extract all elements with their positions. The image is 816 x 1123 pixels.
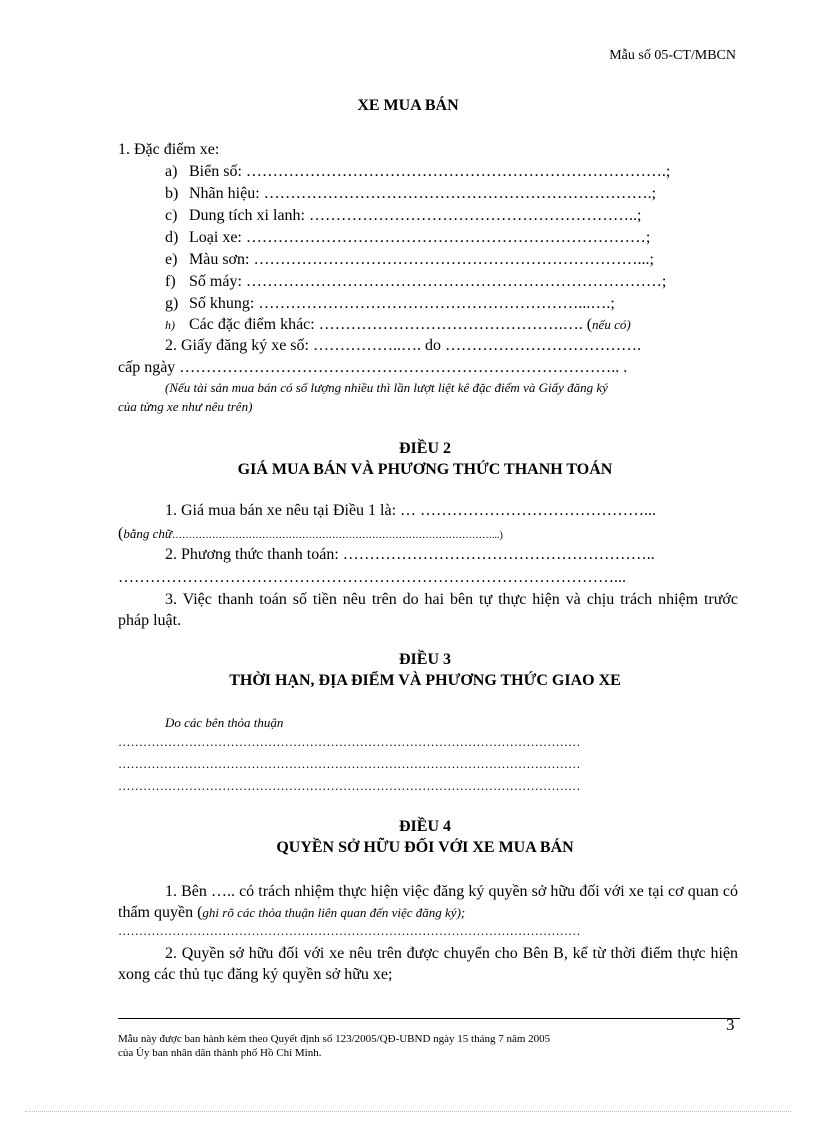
footer-note-line2: của Ủy ban nhân dân thành phố Hồ Chí Minh. xyxy=(118,1047,322,1059)
vehicle-note-line2: của từng xe như nêu trên) xyxy=(118,399,253,414)
article-3-title: THỜI HẠN, ĐỊA ĐIỂM VÀ PHƯƠNG THỨC GIAO XE xyxy=(229,672,621,689)
delivery-dots-3: ………………………………………………………………………………………………… xyxy=(118,779,581,793)
feature-item-displacement: c) Dung tích xi lanh: ……………………………………………………..; xyxy=(165,207,642,224)
price-in-words-line: (bằng chữ……………………………………………………………………………………...) xyxy=(118,525,503,542)
footer-divider xyxy=(118,1018,740,1019)
registration-date-line: cấp ngày ……………………………………………………………………….. . xyxy=(118,359,628,376)
feature-item-other: h) Các đặc điểm khác: ……………………………………….…. (nếu có) xyxy=(165,316,631,333)
form-code: Mẫu số 05-CT/MBCN xyxy=(609,48,736,63)
registration-responsibility-dots: ………………………………………………………………………………………………… xyxy=(118,924,581,938)
feature-item-type: d) Loại xe: …………………………………………………………………; xyxy=(165,229,651,246)
delivery-dots-2: ………………………………………………………………………………………………… xyxy=(118,757,581,771)
article-4-title: QUYỀN SỞ HỮU ĐỐI VỚI XE MUA BÁN xyxy=(276,839,574,856)
page-bottom-edge xyxy=(25,1111,791,1112)
price-line: 1. Giá mua bán xe nêu tại Điều 1 là: … ……………………………………... xyxy=(165,502,657,519)
footer-note-line1: Mẫu này được ban hành kèm theo Quyết định số 123/2005/QĐ-UBND ngày 15 tháng 7 năm 2005 xyxy=(118,1033,551,1045)
page-number: 3 xyxy=(726,1015,735,1034)
payment-method-line: 2. Phương thức thanh toán: ………………………………………………….. xyxy=(165,546,655,563)
delivery-dots-1: ………………………………………………………………………………………………… xyxy=(118,735,581,749)
registration-line: 2. Giấy đăng ký xe số: ……………..…. do ………………………………. xyxy=(165,337,641,354)
vehicle-note-line1: (Nếu tài sản mua bán có số lượng nhiều thì lần lượt liệt kê đặc điểm và Giấy đăng ký xyxy=(165,380,608,395)
feature-item-frame: g) Số khung: ……………………………………………………...….; xyxy=(165,295,615,312)
ownership-transfer-paragraph: 2. Quyền sở hữu đối với xe nêu trên được chuyển cho Bên B, kể từ thời điểm thực hiện xong các thủ tục đăng ký quyền sở hữu xe; xyxy=(118,945,738,983)
registration-responsibility-paragraph: 1. Bên ….. có trách nhiệm thực hiện việc đăng ký quyền sở hữu đối với xe tại cơ quan có thẩm quyền (ghi rõ các thỏa thuận liên quan đến việc đăng ký); xyxy=(118,883,738,921)
section-title-vehicle: XE MUA BÁN xyxy=(357,97,459,114)
feature-item-plate: a) Biển số: …………………………………………………………………….; xyxy=(165,163,671,180)
payment-responsibility-paragraph: 3. Việc thanh toán số tiền nêu trên do hai bên tự thực hiện và chịu trách nhiệm trước pháp luật. xyxy=(118,591,738,629)
feature-item-engine: f) Số máy: ……………………………………………………………………; xyxy=(165,273,667,290)
vehicle-features-heading: 1. Đặc điểm xe: xyxy=(118,141,220,158)
feature-item-color: e) Màu sơn: ………………………………………………………………...; xyxy=(165,251,654,268)
payment-method-dots: …………………………………………………………………………………... xyxy=(118,569,626,586)
article-2-number: ĐIỀU 2 xyxy=(398,440,451,457)
feature-item-brand: b) Nhãn hiệu: ……………………………………………………………….; xyxy=(165,185,657,202)
article-4-number: ĐIỀU 4 xyxy=(398,818,451,835)
article-3-number: ĐIỀU 3 xyxy=(398,651,451,668)
agreed-by-parties: Do các bên thỏa thuận xyxy=(165,715,284,730)
article-2-title: GIÁ MUA BÁN VÀ PHƯƠNG THỨC THANH TOÁN xyxy=(237,461,613,478)
